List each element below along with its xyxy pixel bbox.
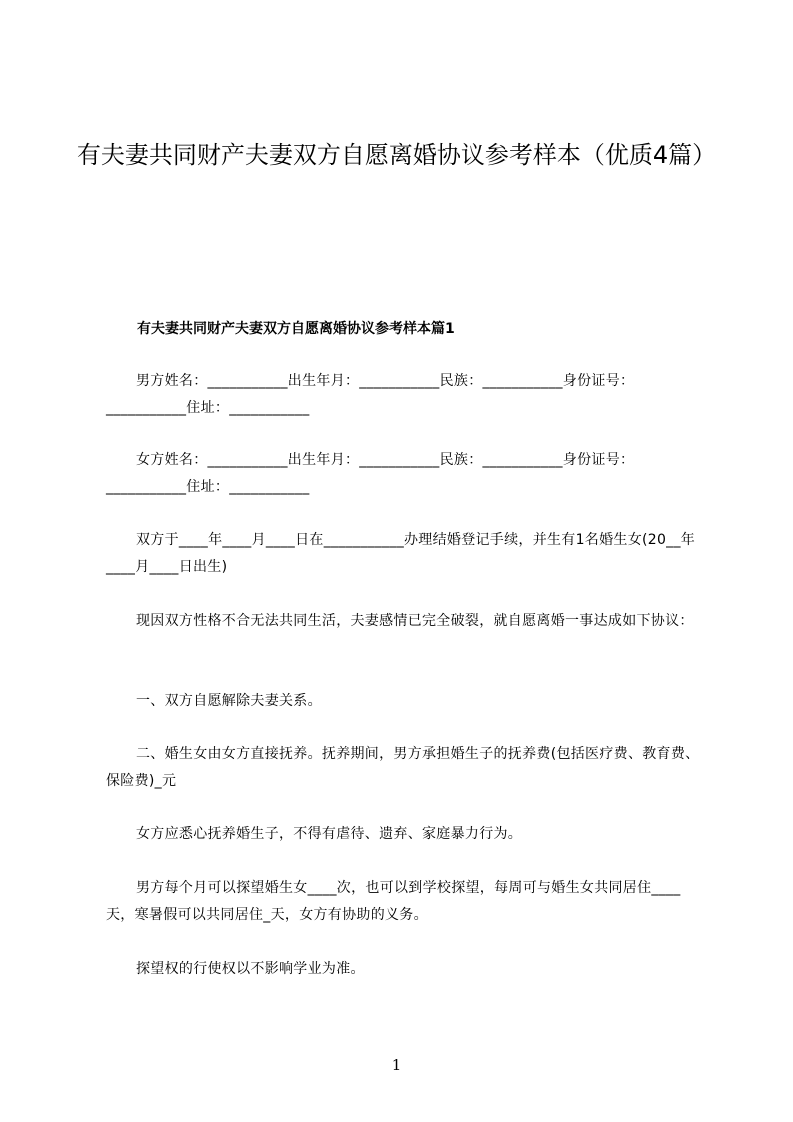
female-party-info: 女方姓名：___________出生年月：___________民族：___________身份证号：___________住址：___________	[106, 452, 635, 495]
page-number: 1	[391, 1056, 402, 1074]
divorce-reason-paragraph: 现因双方性格不合无法共同生活，夫妻感情已完全破裂，就自愿离婚一事达成如下协议：	[136, 613, 694, 629]
section-heading: 有夫妻共同财产夫妻双方自愿离婚协议参考样本篇1	[137, 321, 455, 337]
custody-duty-paragraph: 女方应悉心抚养婚生子，不得有虐待、遗弃、家庭暴力行为。	[136, 826, 523, 842]
visitation-limit-paragraph: 探望权的行使权以不影响学业为准。	[136, 961, 365, 977]
clause-two: 二、婚生女由女方直接抚养。抚养期间，男方承担婚生子的抚养费(包括医疗费、教育费、保险费)_元	[106, 746, 700, 789]
visitation-paragraph: 男方每个月可以探望婚生女____次，也可以到学校探望，每周可与婚生女共同居住____天，寒暑假可以共同居住_天，女方有协助的义务。	[106, 880, 681, 923]
clause-one: 一、双方自愿解除夫妻关系。	[136, 693, 322, 709]
male-party-info: 男方姓名：___________出生年月：___________民族：___________身份证号：___________住址：___________	[106, 373, 635, 416]
document-title: 有夫妻共同财产夫妻双方自愿离婚协议参考样本（优质4篇）	[76, 141, 717, 169]
marriage-registration-paragraph: 双方于____年____月____日在___________办理结婚登记手续，并生有1名婚生女(20__年____月____日出生)	[106, 532, 696, 575]
